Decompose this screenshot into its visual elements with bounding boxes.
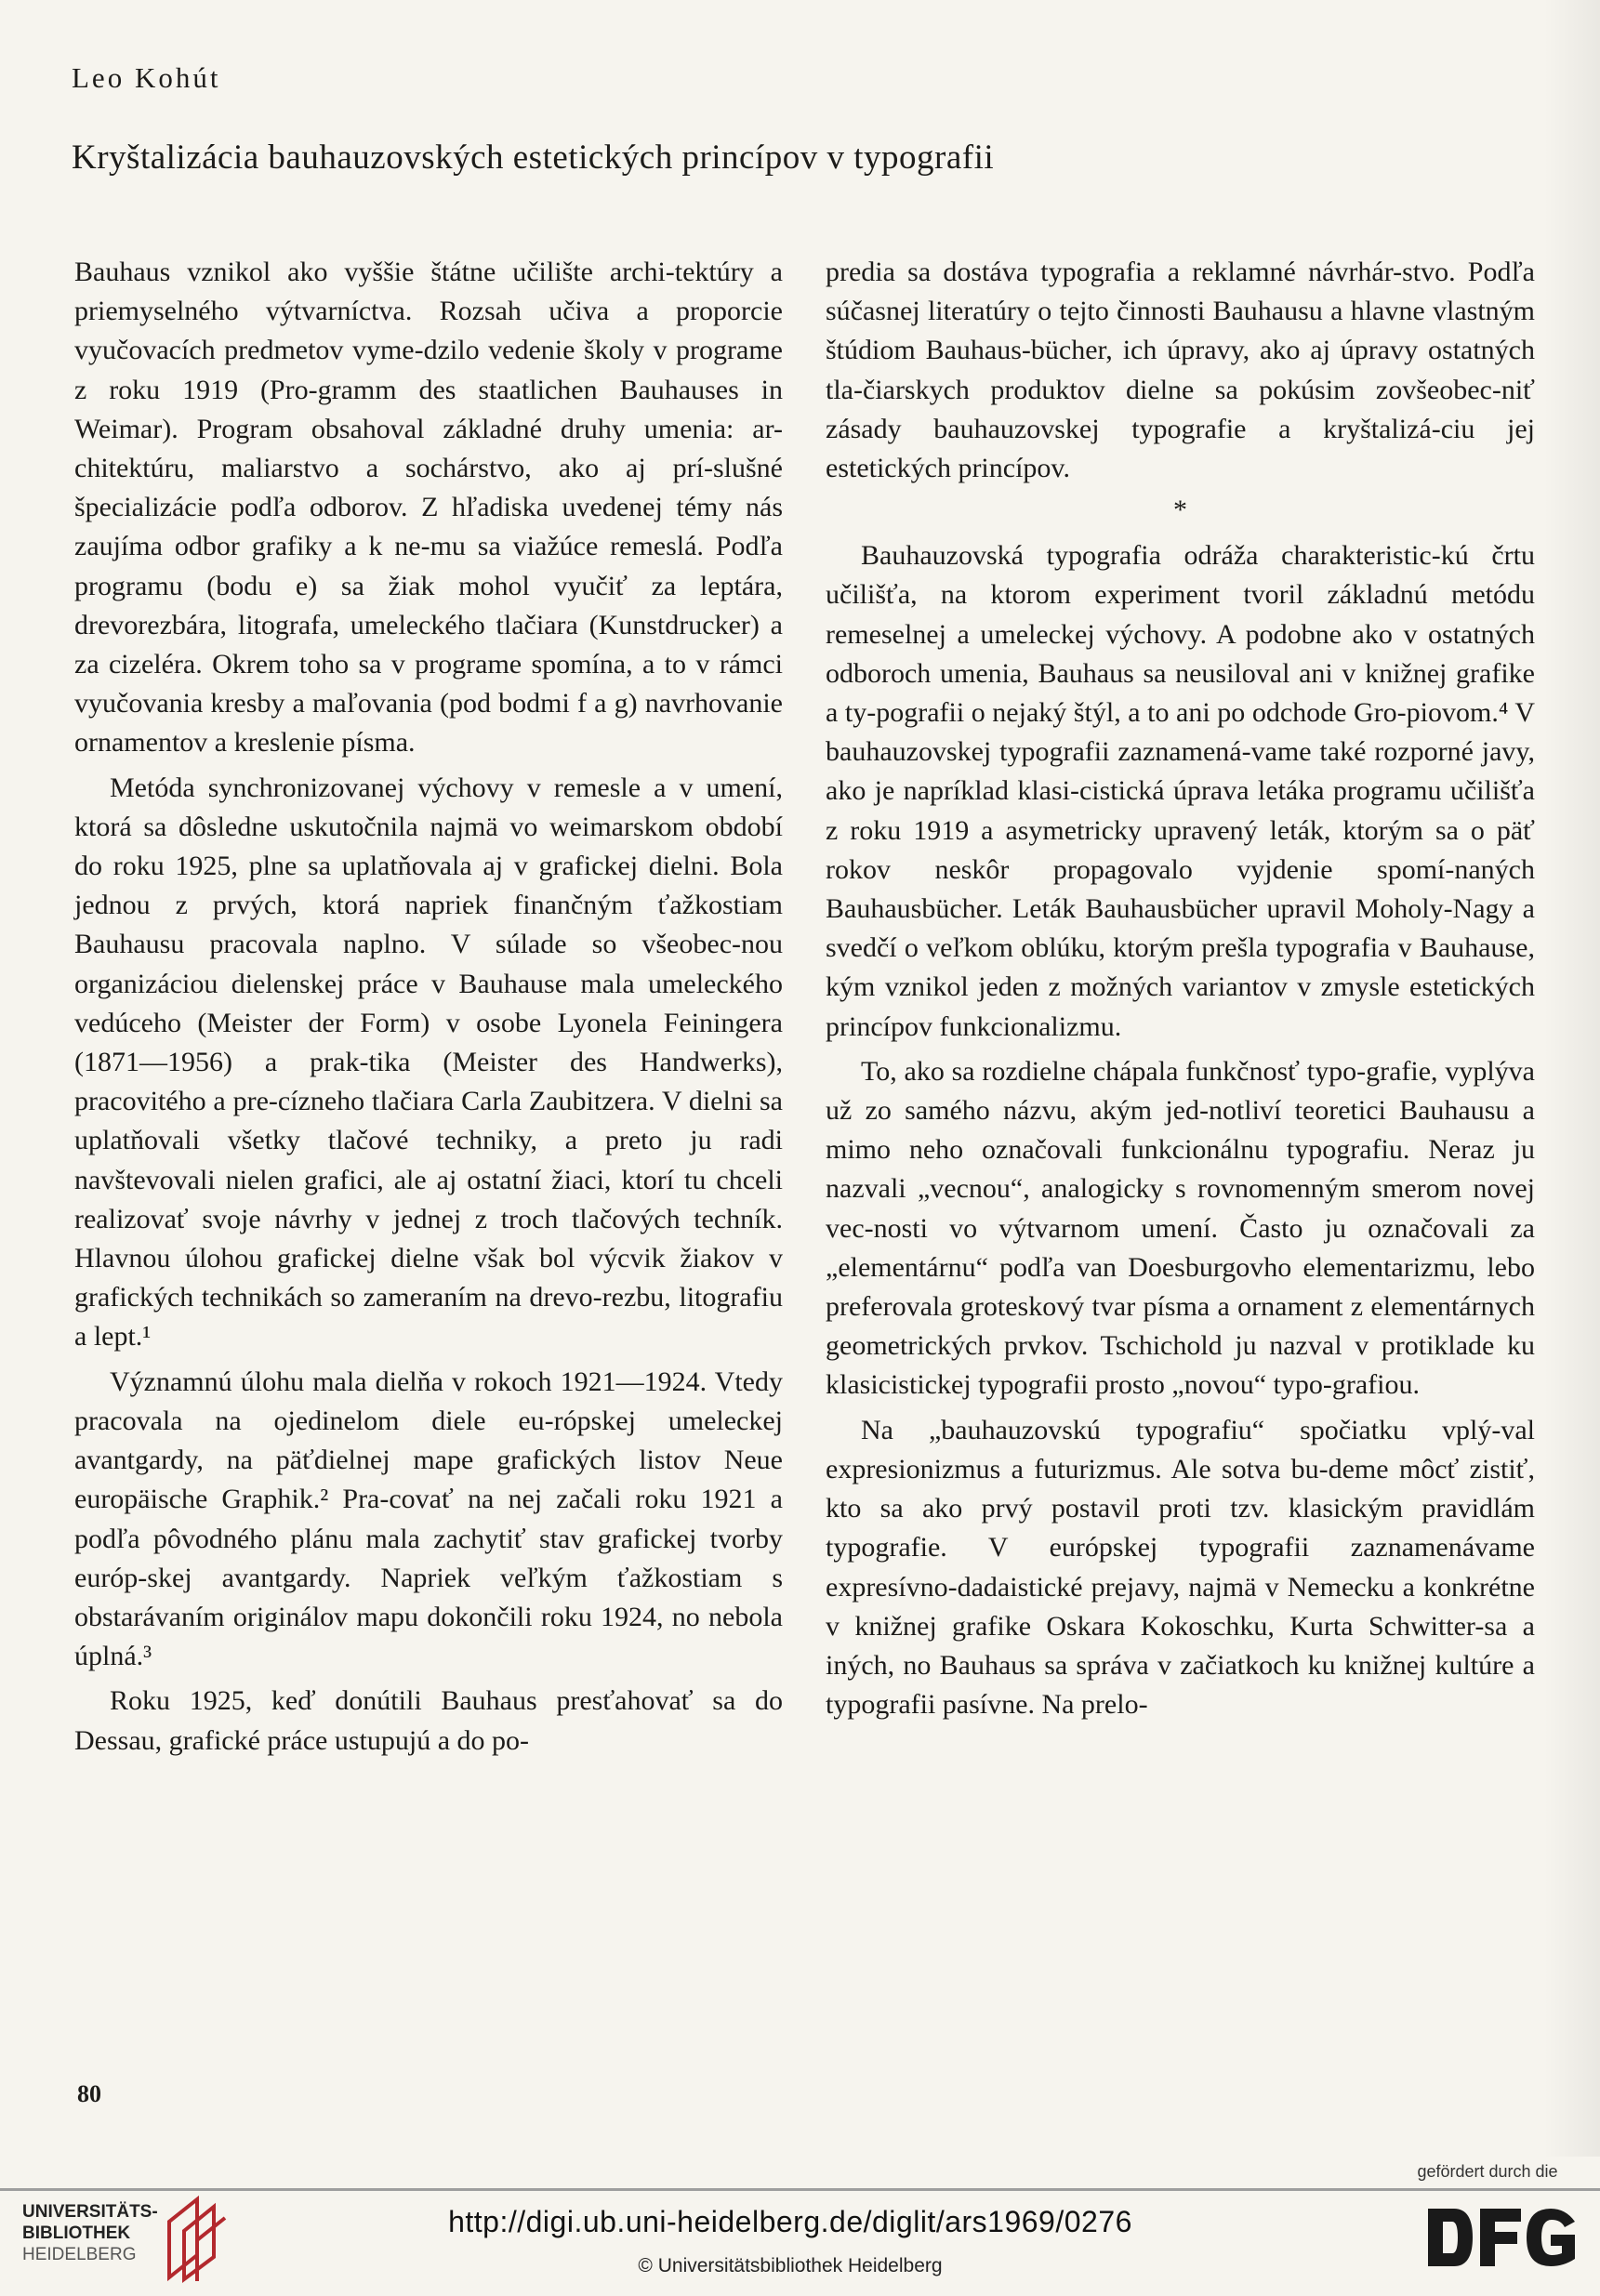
paragraph: To, ako sa rozdielne chápala funkčnosť typo-grafie, vyplýva už zo samého názvu, akým jed-notliví teoretici Bauhausu a mimo neho označovali funkcionálnu typografiu. Neraz ju nazvali „vecnou“, analogicky s rovnomenným smerom novej vec-nosti vo výtvarnom umení. Často ju označovali za „elementárnu“ podľa van Doesburgovho elementarizmu, lebo preferovala groteskový tvar písma a ornament z elementárnych geometrických prvkov. Tschichold ju nazval v protiklade ku klasicistickej typografii prosto „novou“ typo-grafiou. (826, 1055, 1535, 1401)
section-separator: * (1173, 495, 1187, 526)
library-name-line: BIBLIOTHEK (22, 2223, 131, 2243)
page-number: 80 (77, 2080, 101, 2107)
paragraph: Bauhaus vznikol ako vyššie štátne učilište archi-tektúry a priemyselného výtvarníctva. Rozsah učiva a proporcie vyučovacích predmetov vyme-dzilo vedenie školy v programe z roku 1919 (Pro-gramm des staatlichen Bauhauses in Weimar). Program obsahoval základné druhy umenia: ar-chitektúru, maliarstvo a sochárstvo, ako aj prí-slušné špecializácie podľa odborov. Z hľadiska uvedenej témy nás zaujíma odbor grafiky a k ne-mu sa viažúce remeslá. Podľa programu (bodu e) sa žiak mohol vyučiť za leptára, drevorezbára, litografa, umeleckého tlačiara (Kunstdrucker) a za cizeléra. Okrem toho sa v programe spomína, a to v rámci vyučovania kresby a maľovania (pod bodmi f a g) navrhovanie ornamentov a kreslenie písma. (74, 257, 783, 759)
permalink-url[interactable]: http://digi.ub.uni-heidelberg.de/diglit/ars1969/0276 (448, 2205, 1132, 2238)
text-column-right (826, 253, 1535, 1724)
digitization-footer (0, 2158, 1600, 2296)
library-name-line: HEIDELBERG (22, 2245, 137, 2264)
paragraph: Metóda synchronizovanej výchovy v remesle a v umení, ktorá sa dôsledne uskutočnila najmä vo weimarskom období do roku 1925, plne sa uplatňovala aj v grafickej dielni. Bola jednou z prvých, ktorá napriek finančným ťažkostiam Bauhausu pracovala naplno. V súlade so všeobec-nou organizáciou dielenskej práce v Bauhause mala umeleckého vedúceho (Meister der Form) v osobe Lyonela Feiningera (1871—1956) a prak-tika (Meister des Handwerks), pracovitého a pre-cízneho tlačiara Carla Zaubitzera. V dielni sa uplatňovali všetky tlačové techniky, a preto ju radi navštevovali nielen grafici, ale aj ostatní žiaci, ktorí tu chceli realizovať svoje návrhy v jednej z troch tlačových techník. Hlavnou úlohou grafickej dielne však bol výcvik žiakov v grafických technikách so zameraním na drevo-rezbu, litografiu a lept.¹ (74, 772, 783, 1353)
paragraph: Významnú úlohu mala dielňa v rokoch 1921—1924. Vtedy pracovala na ojedinelom diele eu-rópskej umeleckej avantgardy, na päťdielnej mape grafických listov Neue europäische Graphik.² Pra-covať na nej začali roku 1921 a podľa pôvodného plánu mala zachytiť stav grafickej tvorby európ-skej avantgardy. Napriek veľkým ťažkostiam s obstarávaním originálov mapu dokončili roku 1924, no nebola úplná.³ (74, 1366, 783, 1672)
text-column-left (74, 253, 783, 1761)
funded-by-label: gefördert durch die (1417, 2162, 1558, 2181)
paragraph: predia sa dostáva typografia a reklamné návrhár-stvo. Podľa súčasnej literatúry o tejto činnosti Bauhausu a hlavne vlastným štúdiom Bauhaus-bücher, ich úpravy, ako aj úpravy ostatných tla-čiarskych produktov dielne sa pokúsim zovšeobec-niť zásady bauhauzovskej typografie a kryštalizá-ciu jej estetických princípov. (826, 257, 1535, 484)
page-edge-shadow (1543, 0, 1600, 2157)
paragraph: Roku 1925, keď donútili Bauhaus presťahovať sa do Dessau, grafické práce ustupujú a do po- (74, 1685, 783, 1756)
article-author: Leo Kohút (72, 61, 221, 94)
paragraph: Na „bauhauzovskú typografiu“ spočiatku vplý-val expresionizmus a futurizmus. Ale sotva bu-deme môcť zistiť, kto sa ako prvý postavil proti tzv. klasickým pravidlám typografie. V európskej typografii zaznamenávame expresívno-dadaistické prejavy, najmä v Nemecku a konkrétne v knižnej grafike Oskara Kokoschku, Kurta Schwitter-sa a iných, no Bauhaus sa správa v začiatkoch ku knižnej kultúre a typografii pasívne. Na prelo- (826, 1414, 1535, 1721)
article-title: Kryštalizácia bauhauzovských estetických princípov v typografii (72, 139, 995, 177)
library-name[interactable] (22, 2201, 171, 2265)
library-name-line: UNIVERSITÄTS- (22, 2202, 158, 2222)
paragraph: Bauhauzovská typografia odráža charakteristic-kú črtu učilišťa, na ktorom experiment tvoril základnú metódu remeselnej a umeleckej výchovy. A podobne ako v ostatných odboroch umenia, Bauhaus sa neusiloval ani v knižnej grafike a ty-pografii o nejaký štýl, a to ani po odchode Gro-piovom.⁴ V bauhauzovskej typografii zaznamená-vame také rozporné javy, ako je napríklad klasi-cistická úprava letáka programu učilišťa z roku 1919 a asymetricky upravený leták, ktorým sa o päť rokov neskôr propagovalo vyjdenie spomí-naných Bauhausbücher. Leták Bauhausbücher upravil Moholy-Nagy a svedčí o veľkom oblúku, ktorým prešla typografia v Bauhause, kým vznikol jeden z možných variantov v zmysle estetických princípov funkcionalizmu. (826, 540, 1535, 1042)
ub-heidelberg-logo-icon[interactable] (160, 2194, 229, 2283)
dfg-logo-icon[interactable] (1422, 2203, 1580, 2272)
footer-divider (0, 2188, 1600, 2191)
copyright-notice: © Universitätsbibliothek Heidelberg (638, 2255, 943, 2276)
